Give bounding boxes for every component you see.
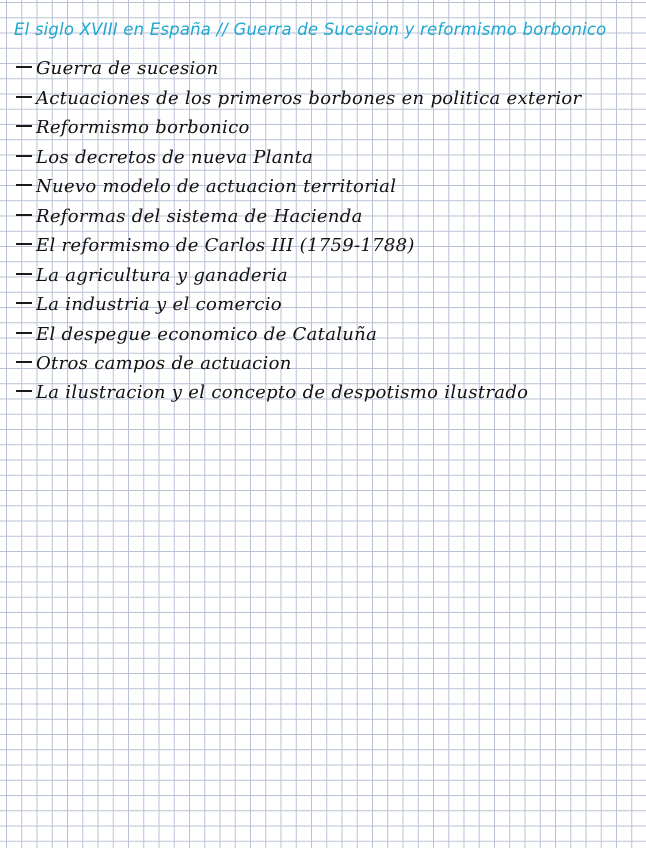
list-item-text: Nuevo modelo de actuacion territorial: [36, 176, 397, 197]
list-item: [16, 58, 219, 88]
dash-icon: [16, 361, 32, 363]
list-item: [16, 382, 528, 412]
list-item: [16, 206, 363, 236]
list-item-text: Guerra de sucesion: [36, 58, 219, 79]
page-title: El siglo XVIII en España // Guerra de Sucesion y reformismo borbonico: [14, 20, 607, 39]
dash-icon: [16, 125, 32, 127]
list-item: [16, 117, 250, 147]
dash-icon: [16, 96, 32, 98]
list-item: [16, 265, 288, 295]
dash-icon: [16, 390, 32, 392]
list-item-text: La agricultura y ganaderia: [36, 265, 288, 286]
dash-icon: [16, 302, 32, 304]
list-item-text: Los decretos de nueva Planta: [36, 147, 314, 168]
dash-icon: [16, 332, 32, 334]
list-item-text: La ilustracion y el concepto de despotismo ilustrado: [36, 382, 529, 403]
list-item-text: Actuaciones de los primeros borbones en politica exterior: [36, 88, 582, 109]
list-item: [16, 88, 581, 118]
list-item: [16, 294, 282, 324]
list-item: [16, 147, 313, 177]
dash-icon: [16, 66, 32, 68]
list-item-text: El despegue economico de Cataluña: [36, 324, 378, 345]
list-item: [16, 176, 396, 206]
dash-icon: [16, 243, 32, 245]
list-item: [16, 353, 292, 383]
list-item-text: Reformas del sistema de Hacienda: [36, 206, 363, 227]
list-item: [16, 324, 377, 354]
list-item: [16, 235, 415, 265]
dash-icon: [16, 273, 32, 275]
list-item-text: El reformismo de Carlos III (1759-1788): [36, 235, 415, 256]
list-item-text: La industria y el comercio: [36, 294, 282, 315]
list-item-text: Reformismo borbonico: [36, 117, 250, 138]
list-item-text: Otros campos de actuacion: [36, 353, 292, 374]
dash-icon: [16, 155, 32, 157]
dash-icon: [16, 184, 32, 186]
dash-icon: [16, 214, 32, 216]
